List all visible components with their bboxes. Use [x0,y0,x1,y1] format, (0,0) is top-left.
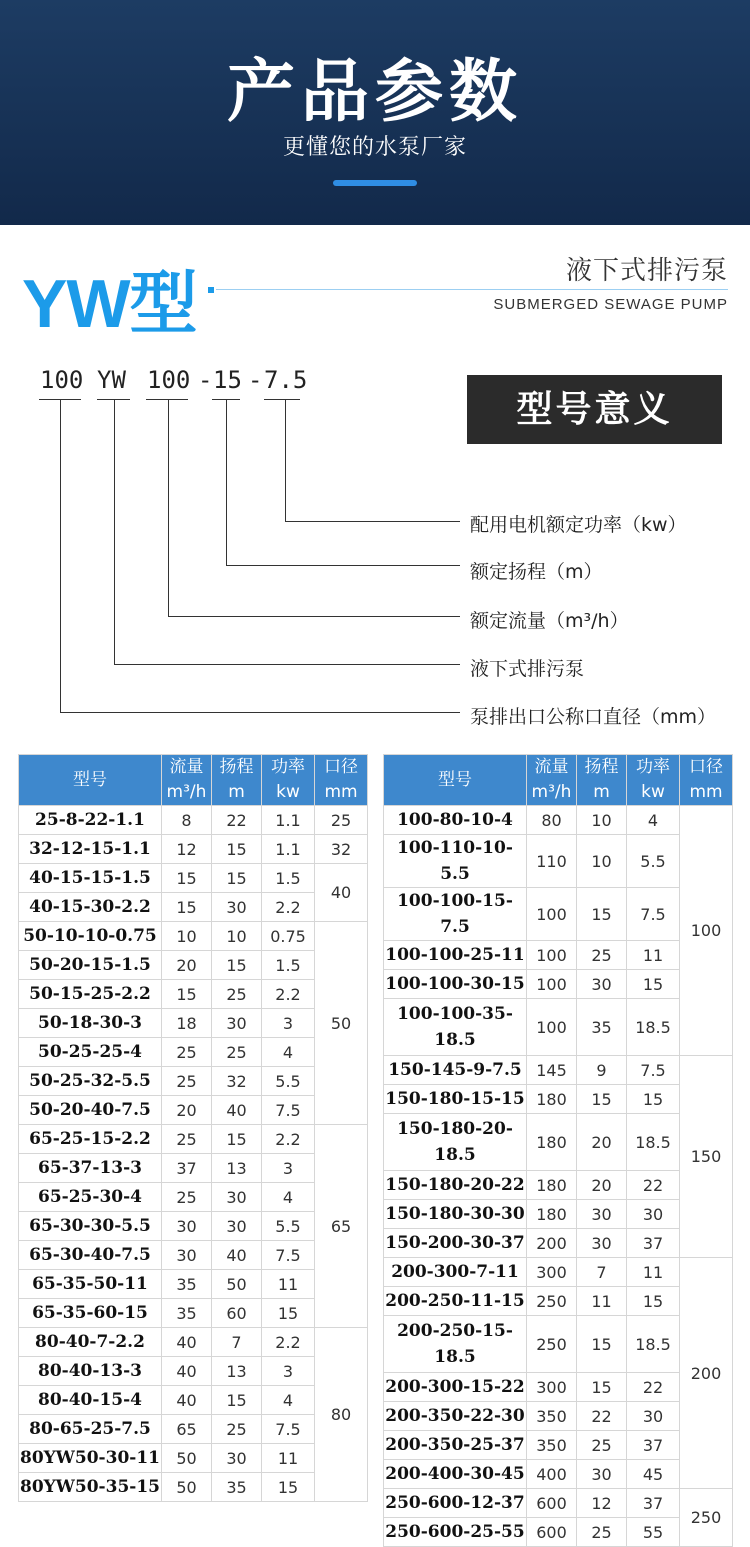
cell-head: 15 [212,1386,262,1415]
cell-flow: 37 [162,1154,212,1183]
product-model: YW型 [22,266,197,342]
cell-flow: 18 [162,1009,212,1038]
cell-model: 80YW50-35-15 [19,1473,162,1502]
cell-head: 15 [212,864,262,893]
cell-power: 2.2 [262,1328,315,1357]
cell-power: 4 [262,1038,315,1067]
cell-flow: 25 [162,1183,212,1212]
cell-model: 150-180-20-18.5 [384,1114,527,1171]
connector-line [168,616,460,617]
cell-flow: 12 [162,835,212,864]
annotation-head: 额定扬程（m） [470,561,603,583]
cell-power: 18.5 [627,1316,680,1373]
cell-model: 200-400-30-45 [384,1460,527,1489]
cell-caliber: 100 [680,806,733,1056]
header-head: 扬程 m [212,755,262,806]
cell-power: 4 [627,806,680,835]
spec-table-left [18,754,368,1502]
cell-flow: 35 [162,1299,212,1328]
cell-model: 150-180-15-15 [384,1085,527,1114]
cell-head: 30 [577,1200,627,1229]
cell-model: 250-600-25-55 [384,1518,527,1547]
cell-head: 15 [212,951,262,980]
cell-power: 18.5 [627,1114,680,1171]
table-row [19,864,368,893]
annotation-power: 配用电机额定功率（kw） [470,514,687,536]
connector-line [168,400,169,617]
cell-power: 3 [262,1154,315,1183]
cell-model: 200-250-15-18.5 [384,1316,527,1373]
cell-flow: 100 [527,888,577,941]
cell-model: 100-100-30-15 [384,970,527,999]
cell-power: 37 [627,1229,680,1258]
product-name-en: SUBMERGED SEWAGE PUMP [493,296,728,313]
cell-flow: 100 [527,999,577,1056]
cell-flow: 200 [527,1229,577,1258]
cell-flow: 180 [527,1171,577,1200]
table-row [19,1125,368,1154]
cell-head: 7 [577,1258,627,1287]
cell-flow: 65 [162,1415,212,1444]
code-part-flow: 100 [147,366,191,394]
cell-power: 5.5 [262,1067,315,1096]
cell-head: 15 [577,1373,627,1402]
header-power: 功率 kw [262,755,315,806]
cell-power: 15 [262,1299,315,1328]
cell-head: 9 [577,1056,627,1085]
connector-line [285,400,286,522]
table-row [384,806,733,835]
cell-model: 65-30-30-5.5 [19,1212,162,1241]
cell-model: 200-250-11-15 [384,1287,527,1316]
cell-head: 25 [212,1415,262,1444]
connector-line [114,400,115,665]
cell-power: 37 [627,1489,680,1518]
header-flow: 流量 m³/h [527,755,577,806]
cell-flow: 35 [162,1270,212,1299]
cell-power: 30 [627,1402,680,1431]
cell-power: 11 [262,1270,315,1299]
cell-head: 7 [212,1328,262,1357]
cell-power: 15 [627,1085,680,1114]
cell-power: 5.5 [262,1212,315,1241]
spec-table-right [383,754,733,1547]
header-banner [0,0,750,225]
cell-power: 0.75 [262,922,315,951]
cell-flow: 600 [527,1518,577,1547]
table-row [19,922,368,951]
cell-model: 100-110-10-5.5 [384,835,527,888]
header-caliber: 口径 mm [315,755,368,806]
code-part-power: 7.5 [264,366,308,394]
cell-head: 13 [212,1154,262,1183]
cell-power: 2.2 [262,980,315,1009]
cell-caliber: 50 [315,922,368,1125]
cell-model: 50-25-25-4 [19,1038,162,1067]
cell-flow: 30 [162,1241,212,1270]
cell-head: 30 [212,1444,262,1473]
cell-flow: 180 [527,1085,577,1114]
page-subtitle: 更懂您的水泵厂家 [282,135,467,160]
annotation-flow: 额定流量（m³/h） [470,610,629,632]
cell-power: 1.1 [262,806,315,835]
cell-head: 25 [577,1431,627,1460]
cell-model: 65-30-40-7.5 [19,1241,162,1270]
cell-power: 7.5 [627,888,680,941]
cell-power: 22 [627,1373,680,1402]
cell-model: 100-100-25-11 [384,941,527,970]
cell-head: 32 [212,1067,262,1096]
cell-model: 50-20-40-7.5 [19,1096,162,1125]
cell-model: 50-15-25-2.2 [19,980,162,1009]
annotation-type: 液下式排污泵 [470,658,585,680]
cell-model: 40-15-30-2.2 [19,893,162,922]
cell-head: 30 [212,1009,262,1038]
cell-power: 45 [627,1460,680,1489]
heading-divider [216,289,728,290]
cell-flow: 20 [162,1096,212,1125]
cell-model: 65-37-13-3 [19,1154,162,1183]
cell-head: 13 [212,1357,262,1386]
cell-caliber: 200 [680,1258,733,1489]
cell-flow: 10 [162,922,212,951]
cell-flow: 180 [527,1114,577,1171]
cell-model: 250-600-12-37 [384,1489,527,1518]
cell-flow: 40 [162,1328,212,1357]
code-dash: - [198,366,213,394]
cell-flow: 145 [527,1056,577,1085]
cell-head: 40 [212,1241,262,1270]
cell-power: 11 [262,1444,315,1473]
cell-head: 11 [577,1287,627,1316]
connector-line [114,664,460,665]
cell-head: 22 [212,806,262,835]
connector-line [60,712,460,713]
table-row [19,806,368,835]
cell-model: 80-40-7-2.2 [19,1328,162,1357]
cell-model: 80-40-13-3 [19,1357,162,1386]
cell-model: 100-80-10-4 [384,806,527,835]
cell-flow: 20 [162,951,212,980]
cell-head: 35 [212,1473,262,1502]
cell-model: 100-100-35-18.5 [384,999,527,1056]
title-underline [333,180,417,186]
cell-flow: 300 [527,1258,577,1287]
cell-flow: 350 [527,1431,577,1460]
cell-model: 40-15-15-1.5 [19,864,162,893]
cell-power: 11 [627,1258,680,1287]
cell-model: 200-300-15-22 [384,1373,527,1402]
cell-model: 150-180-20-22 [384,1171,527,1200]
cell-power: 11 [627,941,680,970]
table-row [19,835,368,864]
cell-flow: 100 [527,941,577,970]
code-part-head: 15 [213,366,242,394]
cell-power: 2.2 [262,1125,315,1154]
cell-flow: 180 [527,1200,577,1229]
cell-head: 25 [577,1518,627,1547]
cell-caliber: 65 [315,1125,368,1328]
cell-head: 22 [577,1402,627,1431]
cell-power: 37 [627,1431,680,1460]
cell-model: 80-40-15-4 [19,1386,162,1415]
cell-power: 7.5 [627,1056,680,1085]
cell-head: 30 [577,1460,627,1489]
cell-caliber: 80 [315,1328,368,1502]
cell-head: 50 [212,1270,262,1299]
cell-model: 80-65-25-7.5 [19,1415,162,1444]
cell-head: 35 [577,999,627,1056]
cell-model: 150-200-30-37 [384,1229,527,1258]
cell-power: 15 [262,1473,315,1502]
cell-flow: 100 [527,970,577,999]
cell-flow: 50 [162,1444,212,1473]
cell-head: 30 [212,1212,262,1241]
cell-power: 4 [262,1386,315,1415]
cell-head: 30 [577,970,627,999]
cell-head: 10 [577,835,627,888]
cell-model: 200-300-7-11 [384,1258,527,1287]
cell-head: 25 [212,980,262,1009]
cell-model: 80YW50-30-11 [19,1444,162,1473]
cell-head: 15 [212,1125,262,1154]
cell-power: 7.5 [262,1096,315,1125]
cell-flow: 40 [162,1357,212,1386]
cell-power: 30 [627,1200,680,1229]
cell-head: 20 [577,1171,627,1200]
cell-model: 150-180-30-30 [384,1200,527,1229]
cell-model: 50-18-30-3 [19,1009,162,1038]
cell-head: 15 [577,1085,627,1114]
cell-model: 65-25-15-2.2 [19,1125,162,1154]
cell-power: 22 [627,1171,680,1200]
cell-caliber: 32 [315,835,368,864]
cell-power: 2.2 [262,893,315,922]
code-part-type: YW [97,366,126,394]
header-caliber: 口径 mm [680,755,733,806]
cell-caliber: 25 [315,806,368,835]
header-head: 扬程 m [577,755,627,806]
cell-head: 10 [577,806,627,835]
cell-model: 65-25-30-4 [19,1183,162,1212]
cell-flow: 40 [162,1386,212,1415]
cell-head: 60 [212,1299,262,1328]
cell-power: 15 [627,1287,680,1316]
cell-flow: 300 [527,1373,577,1402]
cell-flow: 15 [162,893,212,922]
cell-model: 50-10-10-0.75 [19,922,162,951]
cell-head: 30 [577,1229,627,1258]
cell-head: 15 [212,835,262,864]
cell-head: 25 [212,1038,262,1067]
cell-power: 4 [262,1183,315,1212]
connector-line [285,521,460,522]
cell-power: 3 [262,1009,315,1038]
cell-model: 200-350-25-37 [384,1431,527,1460]
product-name-cn: 液下式排污泵 [565,256,728,286]
cell-flow: 8 [162,806,212,835]
cell-flow: 250 [527,1316,577,1373]
cell-flow: 350 [527,1402,577,1431]
cell-power: 15 [627,970,680,999]
cell-flow: 25 [162,1067,212,1096]
cell-head: 10 [212,922,262,951]
cell-model: 65-35-60-15 [19,1299,162,1328]
table-row [384,1489,733,1518]
cell-flow: 80 [527,806,577,835]
header-power: 功率 kw [627,755,680,806]
cell-power: 7.5 [262,1415,315,1444]
cell-model: 150-145-9-7.5 [384,1056,527,1085]
page-title: 产品参数 [226,53,523,132]
cell-flow: 400 [527,1460,577,1489]
cell-model: 50-20-15-1.5 [19,951,162,980]
cell-power: 3 [262,1357,315,1386]
cell-flow: 25 [162,1125,212,1154]
cell-model: 50-25-32-5.5 [19,1067,162,1096]
cell-head: 30 [212,1183,262,1212]
cell-flow: 600 [527,1489,577,1518]
cell-caliber: 250 [680,1489,733,1547]
model-meaning-label: 型号意义 [467,375,722,444]
header-model: 型号 [19,755,162,806]
cell-power: 5.5 [627,835,680,888]
cell-head: 12 [577,1489,627,1518]
cell-power: 55 [627,1518,680,1547]
code-part-outlet: 100 [40,366,84,394]
cell-head: 15 [577,888,627,941]
cell-caliber: 150 [680,1056,733,1258]
heading-dot [208,287,214,293]
cell-model: 65-35-50-11 [19,1270,162,1299]
cell-flow: 15 [162,864,212,893]
header-model: 型号 [384,755,527,806]
cell-flow: 50 [162,1473,212,1502]
code-dash: - [248,366,263,394]
connector-line [226,565,460,566]
table-row [384,1056,733,1085]
cell-power: 18.5 [627,999,680,1056]
cell-head: 15 [577,1316,627,1373]
cell-flow: 250 [527,1287,577,1316]
code-underline [264,399,300,400]
cell-power: 7.5 [262,1241,315,1270]
cell-power: 1.1 [262,835,315,864]
code-underline [146,399,188,400]
cell-flow: 25 [162,1038,212,1067]
cell-model: 200-350-22-30 [384,1402,527,1431]
connector-line [226,400,227,566]
cell-head: 40 [212,1096,262,1125]
cell-model: 100-100-15-7.5 [384,888,527,941]
cell-flow: 15 [162,980,212,1009]
header-flow: 流量 m³/h [162,755,212,806]
table-row [19,1328,368,1357]
cell-model: 25-8-22-1.1 [19,806,162,835]
cell-power: 1.5 [262,864,315,893]
table-row [384,1258,733,1287]
cell-head: 30 [212,893,262,922]
cell-flow: 30 [162,1212,212,1241]
annotation-outlet: 泵排出口公称口直径（mm） [470,706,717,728]
connector-line [60,400,61,713]
cell-head: 20 [577,1114,627,1171]
cell-caliber: 40 [315,864,368,922]
cell-model: 32-12-15-1.1 [19,835,162,864]
cell-flow: 110 [527,835,577,888]
cell-head: 25 [577,941,627,970]
cell-power: 1.5 [262,951,315,980]
